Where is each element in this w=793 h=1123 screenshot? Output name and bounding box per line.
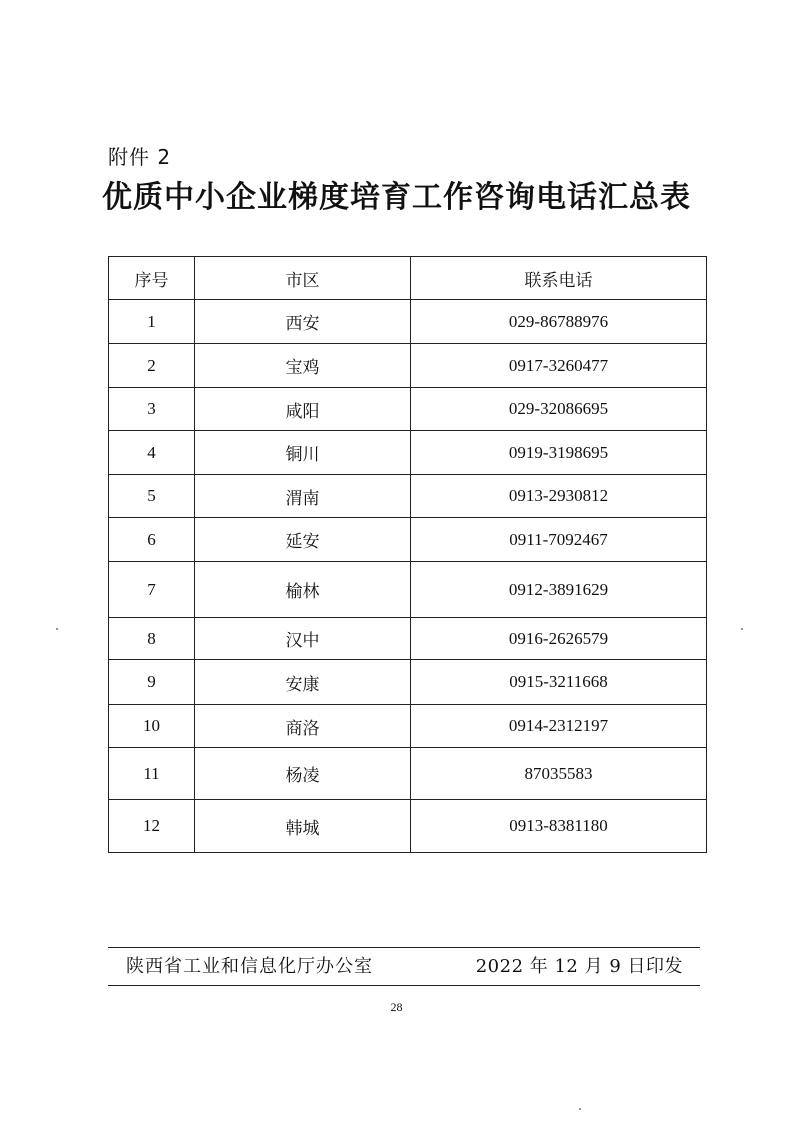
table-row xyxy=(109,518,707,562)
table-row xyxy=(109,388,707,431)
row-city: 汉中 xyxy=(195,618,411,660)
row-phone: 0919-3198695 xyxy=(411,431,707,475)
row-phone: 0913-2930812 xyxy=(411,475,707,518)
issuer-name: 陕西省工业和信息化厅办公室 xyxy=(126,956,373,977)
attachment-label: 附件 2 xyxy=(108,145,172,169)
header-phone: 联系电话 xyxy=(411,257,707,300)
row-phone: 029-32086695 xyxy=(411,388,707,431)
row-phone: 87035583 xyxy=(411,748,707,800)
row-city: 榆林 xyxy=(195,562,411,618)
row-number: 4 xyxy=(109,431,195,475)
row-city: 咸阳 xyxy=(195,388,411,431)
row-city: 渭南 xyxy=(195,475,411,518)
table-row xyxy=(109,300,707,344)
table-row xyxy=(109,344,707,388)
issue-date: 2022 年 12 月 9 日印发 xyxy=(475,956,683,977)
table-row xyxy=(109,705,707,748)
row-phone: 0913-8381180 xyxy=(411,800,707,853)
row-city: 西安 xyxy=(195,300,411,344)
row-phone: 0914-2312197 xyxy=(411,705,707,748)
header-serial: 序号 xyxy=(109,257,195,300)
document-title: 优质中小企业梯度培育工作咨询电话汇总表 xyxy=(102,180,691,215)
footer-top-rule xyxy=(108,947,700,948)
row-number: 2 xyxy=(109,344,195,388)
header-city: 市区 xyxy=(195,257,411,300)
scan-speck xyxy=(579,1108,581,1110)
table-header-row xyxy=(109,257,707,300)
table-row xyxy=(109,748,707,800)
row-number: 11 xyxy=(109,748,195,800)
table-row xyxy=(109,431,707,475)
row-city: 杨凌 xyxy=(195,748,411,800)
row-phone: 0915-3211668 xyxy=(411,660,707,705)
table-row xyxy=(109,800,707,853)
row-number: 5 xyxy=(109,475,195,518)
contact-table xyxy=(108,256,707,853)
page-number: 28 xyxy=(390,1000,403,1014)
table-row xyxy=(109,660,707,705)
scan-speck xyxy=(741,628,743,630)
row-number: 7 xyxy=(109,562,195,618)
row-number: 6 xyxy=(109,518,195,562)
row-city: 韩城 xyxy=(195,800,411,853)
row-city: 延安 xyxy=(195,518,411,562)
row-city: 宝鸡 xyxy=(195,344,411,388)
row-city: 安康 xyxy=(195,660,411,705)
table-row xyxy=(109,475,707,518)
row-phone: 029-86788976 xyxy=(411,300,707,344)
footer-bottom-rule xyxy=(108,985,700,986)
scan-speck xyxy=(56,628,58,630)
row-phone: 0912-3891629 xyxy=(411,562,707,618)
row-phone: 0917-3260477 xyxy=(411,344,707,388)
row-number: 9 xyxy=(109,660,195,705)
row-number: 8 xyxy=(109,618,195,660)
row-number: 12 xyxy=(109,800,195,853)
row-number: 3 xyxy=(109,388,195,431)
row-phone: 0916-2626579 xyxy=(411,618,707,660)
row-city: 铜川 xyxy=(195,431,411,475)
row-number: 10 xyxy=(109,705,195,748)
table-row xyxy=(109,618,707,660)
row-city: 商洛 xyxy=(195,705,411,748)
row-phone: 0911-7092467 xyxy=(411,518,707,562)
table-row xyxy=(109,562,707,618)
row-number: 1 xyxy=(109,300,195,344)
